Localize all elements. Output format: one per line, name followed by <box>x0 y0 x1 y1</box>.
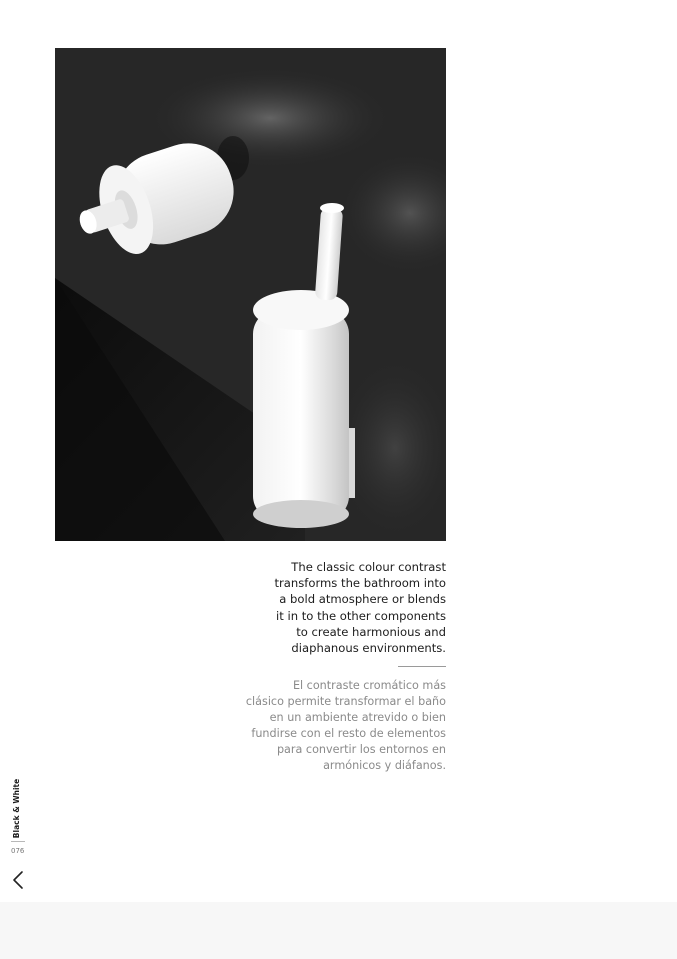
spanish-description <box>196 678 446 775</box>
back-button[interactable] <box>9 869 29 891</box>
spanish-line-3: en un ambiente atrevido o bien <box>269 711 446 725</box>
english-line-1: The classic colour contrast <box>291 560 446 574</box>
spanish-line-4: fundirse con el resto de elementos <box>251 727 446 741</box>
section-label <box>9 778 25 838</box>
chevron-left-icon <box>9 869 29 891</box>
english-line-5: to create harmonious and <box>296 624 446 639</box>
english-line-3: a bold atmosphere or blends <box>279 592 446 607</box>
page-number: 076 <box>11 847 25 855</box>
spanish-line-2: clásico permite transformar el baño <box>245 695 446 709</box>
spanish-line-1: El contraste cromático más <box>292 679 446 692</box>
english-line-2: transforms the bathroom into <box>274 576 446 591</box>
spanish-line-5: para convertir los entornos en <box>276 743 446 757</box>
product-photo <box>55 48 446 541</box>
english-line-6: diaphanous environments. <box>291 641 446 656</box>
english-line-4: it in to the other components <box>276 608 446 623</box>
section-divider <box>398 666 446 667</box>
footer-bar <box>0 902 677 959</box>
product-photo-illustration <box>55 48 446 541</box>
section-rule <box>11 841 25 842</box>
english-description <box>206 559 446 656</box>
spanish-line-6: armónicos y diáfanos. <box>323 759 446 773</box>
section-name: Black & White <box>12 778 22 838</box>
